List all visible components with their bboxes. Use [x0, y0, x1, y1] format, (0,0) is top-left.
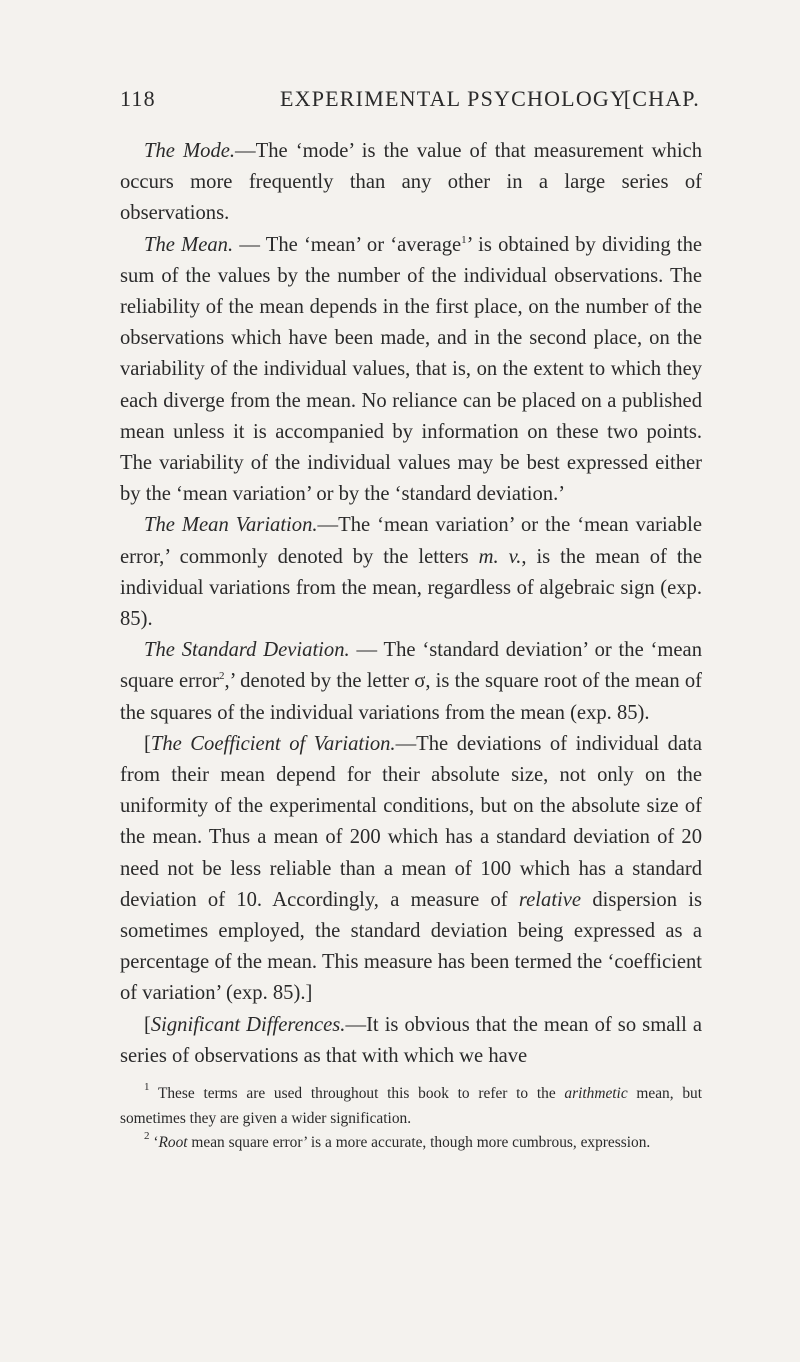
- footnote-1-text-a: These terms are used throughout this book to refer to the: [149, 1085, 565, 1102]
- footnotes: [120, 1082, 702, 1156]
- term-mean-variation: The Mean Variation.: [144, 514, 318, 537]
- paragraph-mean-variation: [120, 510, 702, 635]
- footnote-1-text-b: mean, but sometimes they are given a wider signification.: [120, 1085, 702, 1127]
- standard-deviation-text-b: ,’ denoted by the letter σ, is the square root of the mean of the squares of the individual variations from the mean (exp. 85).: [120, 670, 702, 724]
- paragraph-coefficient: [120, 729, 702, 1010]
- footnote-1: [120, 1082, 702, 1131]
- page-number: 118: [120, 86, 156, 111]
- paragraph-mean: [120, 230, 702, 511]
- coefficient-text-b: dispersion is sometimes employed, the standard deviation being expressed as a percentage of the mean. This measure has been termed the ‘coefficient of variation’ (exp. 85).]: [120, 888, 702, 1005]
- standard-deviation-text-a: — The ‘standard deviation’ or the ‘mean square error: [120, 639, 702, 693]
- mean-text-b: ’ is obtained by dividing the sum of the values by the number of the individual observations. The reliability of the mean depends in the first place, on the number of the observations which have been made, and in the second place, on the variability of the individual values, that is, on the extent to which they each diverge from the mean. No reliance can be placed on a published mean unless it is accompanied by information on these two points. The variability of the individual values may be best expressed either by the ‘mean variation’ or by the ‘standard deviation.’: [120, 233, 703, 506]
- footnote-ref-2: 2: [218, 670, 225, 683]
- mv-symbol: m. v.: [478, 545, 522, 568]
- running-header: [120, 86, 700, 116]
- paragraph-standard-deviation: [120, 635, 702, 729]
- coefficient-text-a: —The deviations of individual data from their mean depend for their absolute size, not only on the uniformity of the experimental conditions, but on the absolute size of the mean. Thus a mean of 200 which has a standard deviation of 20 need not be less reliable than a mean of 100 which has a standard deviation of 10. Accordingly, a measure of: [120, 732, 702, 911]
- term-mean: The Mean.: [144, 233, 234, 256]
- footnote-2: [120, 1131, 702, 1156]
- chapter-label: [CHAP.: [623, 86, 700, 111]
- footnote-mark-1: 1: [144, 1081, 150, 1093]
- paragraph-significant: [120, 1010, 702, 1072]
- footnote-2-text-b: mean square error’ is a more accurate, though more cumbrous, expression.: [187, 1134, 651, 1151]
- term-mode: The Mode.: [144, 140, 236, 162]
- footnote-1-emphasis: arithmetic: [564, 1085, 628, 1102]
- footnote-ref-1: 1: [461, 233, 467, 246]
- footnote-mark-2: 2: [144, 1130, 150, 1142]
- relative-emphasis: relative: [518, 888, 582, 911]
- body-text: [120, 136, 702, 1072]
- term-significant: Significant Differences.: [150, 1013, 346, 1036]
- mean-text-a: — The ‘mean’ or ‘average: [233, 233, 462, 256]
- footnote-2-text-a: ‘: [149, 1134, 159, 1151]
- paragraph-mode: [120, 136, 702, 230]
- mean-variation-text-a: —The ‘mean variation’ or the ‘mean variable error,’ commonly denoted by the letters: [120, 514, 702, 568]
- running-title: EXPERIMENTAL PSYCHOLOGY: [280, 86, 628, 111]
- significant-text: —It is obvious that the mean of so small a series of observations as that with which we have: [120, 1013, 702, 1067]
- term-coefficient: The Coefficient of Variation.: [150, 732, 396, 755]
- footnote-2-emphasis: Root: [158, 1134, 188, 1151]
- term-standard-deviation: The Standard Deviation.: [144, 639, 350, 662]
- mode-text: —The ‘mode’ is the value of that measurement which occurs more frequently than any other in a large series of observations.: [120, 140, 702, 225]
- bracket-open: [: [144, 1013, 151, 1036]
- bracket-open: [: [144, 732, 151, 755]
- mean-variation-text-b: , is the mean of the individual variations from the mean, regardless of algebraic sign (exp. 85).: [120, 545, 702, 631]
